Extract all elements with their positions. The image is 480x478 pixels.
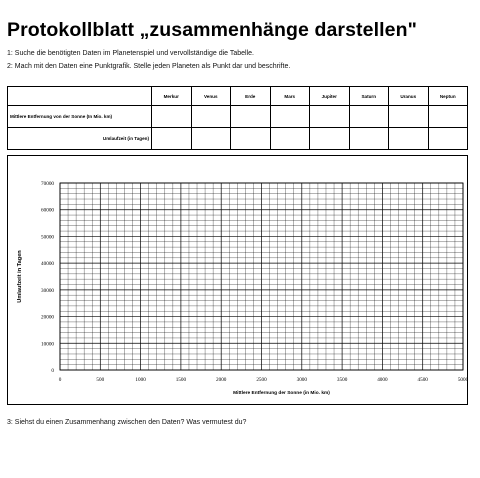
period-cell[interactable] [152,128,192,150]
scatter-chart-grid[interactable] [8,156,467,404]
planet-header: Uranus [389,87,429,106]
x-tick-label: 3000 [296,377,307,383]
y-axis-label: Umlaufzeit in Tagen [17,250,23,303]
distance-cell[interactable] [270,106,310,128]
planet-header: Saturn [349,87,389,106]
distance-cell[interactable] [349,106,389,128]
x-tick-label: 2500 [256,377,267,383]
planet-header: Mars [270,87,310,106]
planet-header: Jupiter [310,87,350,106]
x-tick-label: 4500 [417,377,428,383]
x-tick-label: 5000 [457,377,469,383]
y-tick-label: 40000 [41,261,54,268]
distance-cell[interactable] [428,106,468,128]
x-tick-label: 1000 [135,377,146,383]
y-tick-label: 10000 [41,341,54,348]
x-axis-label: Mittlere Entfernung der Sonne (in Mio. km) [233,391,330,396]
row-label-distance: Mittlere Entfernung von der Sonne (In Mio. km) [8,106,152,128]
planet-header: Venus [191,87,231,106]
planet-header: Neptun [428,87,468,106]
period-cell[interactable] [270,128,310,150]
data-table [7,86,468,150]
distance-cell[interactable] [152,106,192,128]
y-tick-label: 20000 [41,314,54,321]
x-tick-label: 0 [58,377,62,383]
table-row [8,106,468,128]
y-tick-label: 70000 [41,181,54,187]
table-header-row [8,87,468,106]
question-3: 3: Siehst du einen Zusammenhang zwischen den Daten? Was vermutest du? [7,419,247,426]
table-corner-cell [8,87,152,106]
x-tick-label: 3500 [336,377,348,383]
x-tick-label: 4000 [377,377,388,383]
period-cell[interactable] [191,128,231,150]
instruction-2: 2: Mach mit den Daten eine Punktgrafik. Stelle jeden Planeten als Punkt dar und beschrifte. [7,63,291,70]
instruction-1: 1: Suche die benötigten Daten im Planetenspiel und vervollständige die Tabelle. [7,50,254,57]
distance-cell[interactable] [231,106,271,128]
table-row [8,128,468,150]
period-cell[interactable] [428,128,468,150]
distance-cell[interactable] [191,106,231,128]
y-tick-label: 60000 [41,207,54,214]
period-cell[interactable] [231,128,271,150]
period-cell[interactable] [349,128,389,150]
distance-cell[interactable] [389,106,429,128]
y-tick-label: 50000 [41,234,54,241]
x-tick-label: 1500 [175,377,187,383]
x-tick-label: 2000 [216,377,227,383]
page-title: Protokollblatt „zusammenhänge darstellen" [7,19,417,41]
y-tick-label: 0 [51,368,54,374]
period-cell[interactable] [389,128,429,150]
planet-header: Erde [231,87,271,106]
y-tick-label: 30000 [41,287,54,294]
x-tick-label: 500 [96,377,105,383]
period-cell[interactable] [310,128,350,150]
row-label-period: Umlaufzeit (in Tagen) [8,128,152,150]
planet-header: Merkur [152,87,192,106]
distance-cell[interactable] [310,106,350,128]
chart-frame [7,155,468,405]
